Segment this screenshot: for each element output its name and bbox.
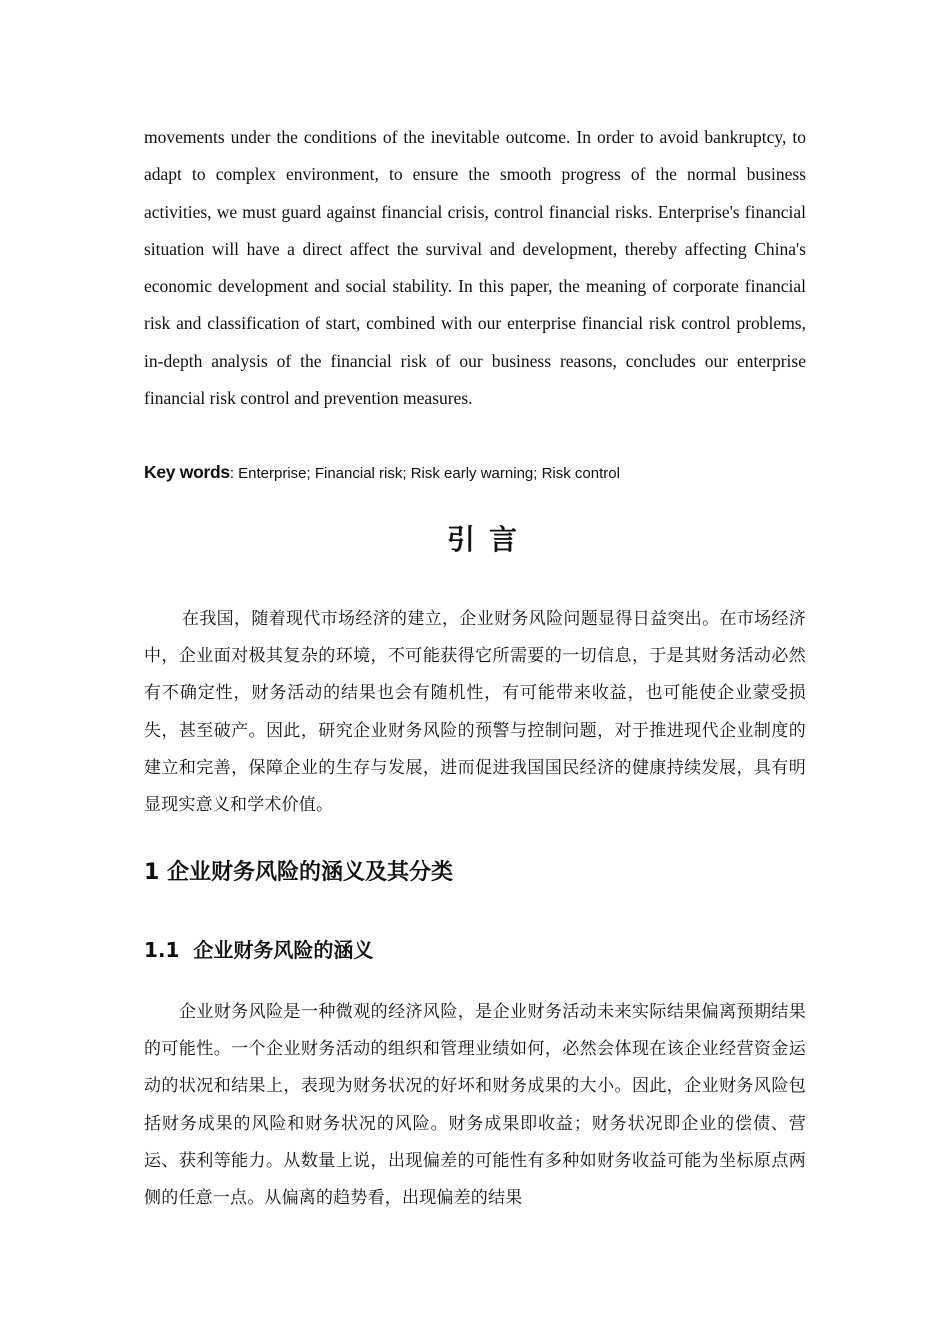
introduction-paragraph: 在我国，随着现代市场经济的建立，企业财务风险问题显得日益突出。在市场经济中，企业面对极其复杂的环境，不可能获得它所需要的一切信息，于是其财务活动必然有不确定性，财务活动的结果也会有随机性，有可能带来收益，也可能使企业蒙受损失，甚至破产。因此，研究企业财务风险的预警与控制问题，对于推进现代企业制度的建立和完善，保障企业的生存与发展，进而促进我国国民经济的健康持续发展，具有明显现实意义和学术价值。 bbox=[144, 609, 806, 816]
abstract-paragraph: movements under the conditions of the inevitable outcome. In order to avoid bankruptcy, to adapt to complex environment, to ensure the smooth progress of the normal business activities, we must guard against financial crisis, control financial risks. Enterprise's financial situation will have a direct affect the survival and development, thereby affecting China's economic development and social stability. In this paper, the meaning of corporate financial risk and classification of start, combined with our enterprise financial risk control problems, in-depth analysis of the financial risk of our business reasons, concludes our enterprise financial risk control and prevention measures. bbox=[144, 127, 806, 409]
keywords-line bbox=[144, 460, 844, 486]
keywords-text: : Enterprise; Financial risk; Risk early warning; Risk control bbox=[229, 465, 620, 482]
section-1-heading: 1 企业财务风险的涵义及其分类 bbox=[144, 860, 453, 885]
introduction-title: 引言 bbox=[446, 523, 531, 556]
keywords-label: Key words bbox=[144, 462, 230, 482]
section-1-1-paragraph: 企业财务风险是一种微观的经济风险，是企业财务活动未来实际结果偏离预期结果的可能性。一个企业财务活动的组织和管理业绩如何，必然会体现在该企业经营资金运动的状况和结果上，表现为财务状况的好坏和财务成果的大小。因此，企业财务风险包括财务成果的风险和财务状况的风险。财务成果即收益；财务状况即企业的偿债、营运、获利等能力。从数量上说，出现偏差的可能性有多种如财务收益可能为坐标原点两侧的任意一点。从偏离的趋势看，出现偏差的结果 bbox=[144, 1002, 806, 1209]
section-1-1-heading: 1.1 企业财务风险的涵义 bbox=[144, 938, 374, 962]
